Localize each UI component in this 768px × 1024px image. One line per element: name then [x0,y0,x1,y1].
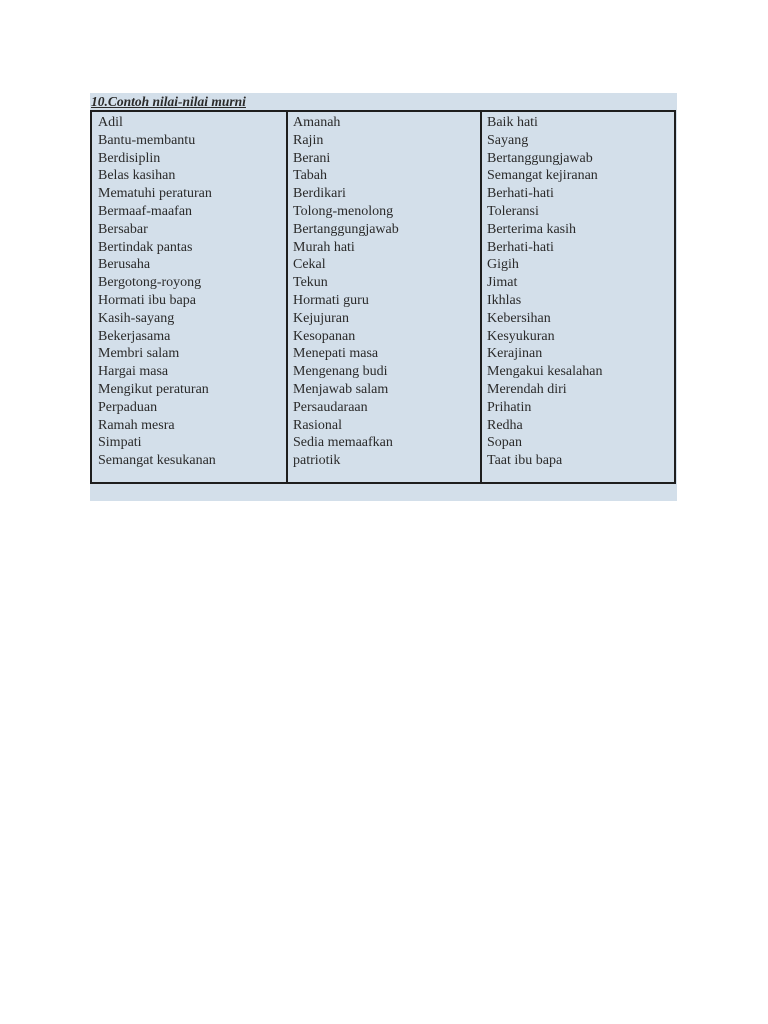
value-item: Mematuhi peraturan [98,186,212,202]
value-item: Berdikari [293,186,346,202]
value-item: Sedia memaafkan [293,435,393,451]
value-item: Gigih [487,257,519,273]
value-item: Tolong-menolong [293,203,394,219]
value-item: Murah hati [293,239,355,255]
value-item: Perpaduan [98,399,158,415]
value-item: Ramah mesra [98,417,175,433]
value-item: Bekerjasama [98,328,171,344]
value-item: Berterima kasih [487,221,577,237]
value-item: Adil [98,115,123,130]
values-list-1 [92,112,286,470]
value-item: Persaudaraan [293,399,368,415]
values-column-2 [286,112,480,482]
value-item: Mengakui kesalahan [487,364,603,380]
value-item: Redha [487,417,523,433]
value-item: Bertanggungjawab [293,221,399,237]
document-title: 10.Contoh nilai-nilai murni [91,94,246,109]
value-item: Sopan [487,435,522,451]
value-item: Rajin [293,132,324,148]
value-item: Kesyukuran [487,328,555,344]
value-item: Kesopanan [293,328,356,344]
value-item: Belas kasihan [98,168,176,184]
value-item: Berdisiplin [98,150,161,166]
value-item: Mengenang budi [293,364,388,380]
value-item: Taat ibu bapa [487,453,563,469]
value-item: Simpati [98,435,142,451]
value-item: Ikhlas [487,292,522,308]
value-item: Kejujuran [293,310,349,326]
value-item: Berani [293,150,331,166]
value-item: Berhati-hati [487,239,554,255]
value-item: Prihatin [487,399,532,415]
value-item: Bertanggungjawab [487,150,593,166]
value-item: patriotik [293,453,341,469]
value-item: Berhati-hati [487,186,554,202]
value-item: Bergotong-royong [98,275,202,291]
value-item: Cekal [293,257,326,273]
value-item: Hormati ibu bapa [98,292,196,308]
values-column-1 [92,112,286,482]
value-item: Bertindak pantas [98,239,193,255]
value-item: Mengikut peraturan [98,381,209,397]
value-item: Bermaaf-maafan [98,203,193,219]
values-list-3 [482,112,674,470]
value-item: Menepati masa [293,346,379,362]
value-item: Sayang [487,132,529,148]
values-column-3 [480,112,674,482]
value-item: Tabah [293,168,328,184]
value-item: Semangat kesukanan [98,453,216,469]
value-item: Bersabar [98,221,148,237]
value-item: Menjawab salam [293,381,389,397]
value-item: Rasional [293,417,342,433]
value-item: Hargai masa [98,364,169,380]
value-item: Hormati guru [293,292,369,308]
value-item: Kebersihan [487,310,551,326]
document-panel [90,93,677,501]
value-item: Bantu-membantu [98,132,196,148]
value-item: Semangat kejiranan [487,168,598,184]
value-item: Jimat [487,275,518,291]
value-item: Kerajinan [487,346,543,362]
value-item: Merendah diri [487,381,567,397]
value-item: Membri salam [98,346,180,362]
value-item: Berusaha [98,257,151,273]
value-item: Kasih-sayang [98,310,175,326]
values-list-2 [288,112,480,470]
values-table [90,110,676,484]
value-item: Tekun [293,275,328,291]
value-item: Toleransi [487,203,539,219]
value-item: Baik hati [487,115,538,130]
value-item: Amanah [293,115,341,130]
